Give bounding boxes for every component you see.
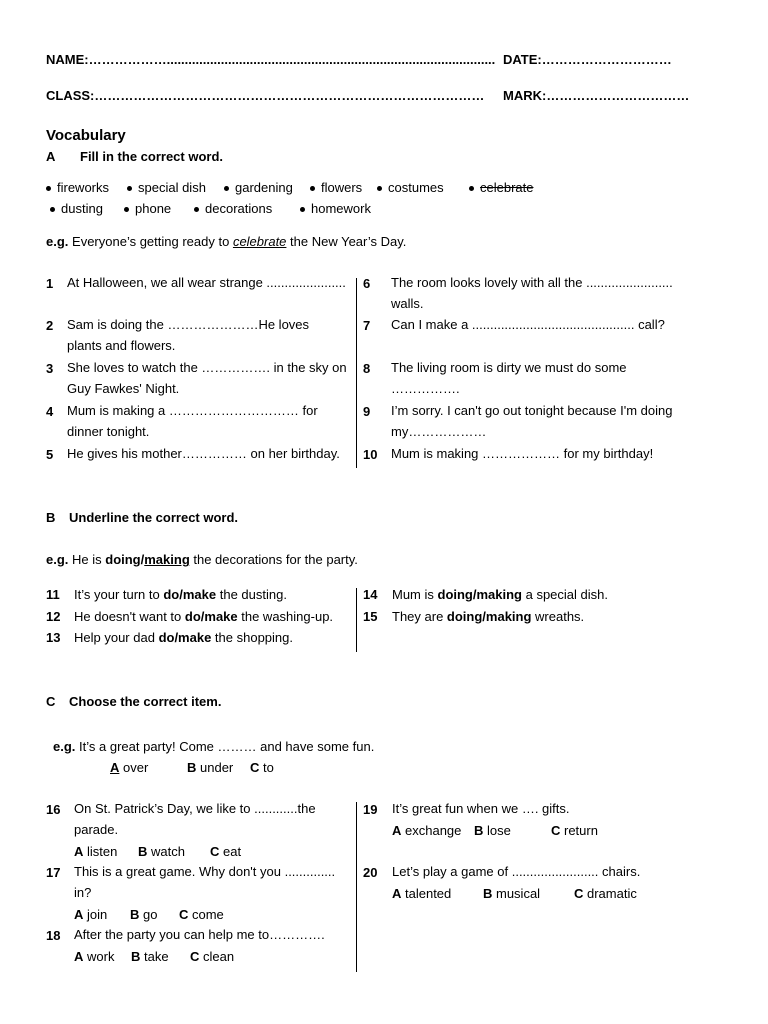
item-text: Mum is doing/making a special dish. — [392, 587, 608, 602]
date-field: DATE:………………………… — [503, 52, 672, 67]
item-text: He gives his mother…………… on her birthday. — [67, 446, 340, 461]
word-fireworks: fireworks — [46, 180, 109, 195]
column-divider — [356, 802, 357, 972]
mark-field: MARK:…………………………… — [503, 88, 690, 103]
column-divider — [356, 278, 357, 468]
item-text: Help your dad do/make the shopping. — [74, 630, 293, 645]
word-dusting: dusting — [50, 201, 103, 216]
bullet-icon — [469, 186, 474, 191]
section-c-example: e.g. It’s a great party! Come ……… and have some fun. — [53, 739, 375, 754]
section-b-example: e.g. He is doing/making the decorations for the party. — [46, 552, 358, 567]
item-number: 2 — [46, 318, 54, 333]
item-number: 10 — [363, 447, 378, 462]
item-number: 12 — [46, 609, 61, 624]
item-number: 13 — [46, 630, 61, 645]
item-text: Mum is making a ………………………… for dinner tonight. — [67, 403, 318, 439]
word-gardening: gardening — [224, 180, 293, 195]
item-number: 9 — [363, 404, 371, 419]
word-homework: homework — [300, 201, 371, 216]
bullet-icon — [127, 186, 132, 191]
option-a: A exchange — [392, 823, 462, 838]
bullet-icon — [377, 186, 382, 191]
item-number: 15 — [363, 609, 378, 624]
bullet-icon — [46, 186, 51, 191]
option-b: B musical — [483, 886, 541, 901]
bullet-icon — [310, 186, 315, 191]
word-decorations: decorations — [194, 201, 272, 216]
word-flowers: flowers — [310, 180, 362, 195]
section-c-letter: C — [46, 694, 56, 709]
item-text: Let’s play a game of ........................ chairs. — [392, 864, 641, 879]
option-b: B go — [130, 907, 158, 922]
section-a-letter: A — [46, 149, 56, 164]
item-text: Sam is doing the …………………He loves plants and flowers. — [67, 317, 310, 353]
bullet-icon — [50, 207, 55, 212]
item-text: He doesn't want to do/make the washing-up. — [74, 609, 334, 624]
item-text: They are doing/making wreaths. — [392, 609, 585, 624]
option-b: B take — [131, 949, 169, 964]
bullet-icon — [194, 207, 199, 212]
item-text: She loves to watch the ……………. in the sky on Guy Fawkes' Night. — [67, 360, 347, 396]
item-number: 14 — [363, 587, 378, 602]
option-a: A listen — [74, 844, 118, 859]
option-c: C come — [179, 907, 224, 922]
option-c: C return — [551, 823, 598, 838]
example-option-a: A over — [110, 760, 149, 775]
bullet-icon — [124, 207, 129, 212]
section-b-instruction: Underline the correct word. — [69, 510, 239, 525]
option-c: C eat — [210, 844, 242, 859]
item-text: It’s great fun when we …. gifts. — [392, 801, 570, 816]
option-b: B watch — [138, 844, 185, 859]
bullet-icon — [224, 186, 229, 191]
section-c-instruction: Choose the correct item. — [69, 694, 222, 709]
option-b: B lose — [474, 823, 511, 838]
item-number: 18 — [46, 928, 61, 943]
item-text: The room looks lovely with all the ........................ walls. — [391, 275, 673, 311]
word-phone: phone — [124, 201, 171, 216]
bullet-icon — [300, 207, 305, 212]
item-number: 16 — [46, 802, 61, 817]
section-a-instruction: Fill in the correct word. — [80, 149, 224, 164]
option-c: C dramatic — [574, 886, 637, 901]
vocabulary-title: Vocabulary — [46, 127, 126, 144]
item-text: Mum is making ……………… for my birthday! — [391, 446, 654, 461]
item-number: 4 — [46, 404, 54, 419]
item-number: 20 — [363, 865, 378, 880]
section-b-letter: B — [46, 510, 56, 525]
item-text: I’m sorry. I can't go out tonight because I'm doing my……………… — [391, 403, 673, 439]
item-text: On St. Patrick’s Day, we like to ............the parade. — [74, 801, 316, 837]
option-a: A talented — [392, 886, 452, 901]
word-costumes: costumes — [377, 180, 444, 195]
item-text: The living room is dirty we must do some ……………. — [391, 360, 627, 396]
item-number: 6 — [363, 276, 371, 291]
option-c: C clean — [190, 949, 235, 964]
option-a: A join — [74, 907, 108, 922]
example-option-b: B under — [187, 760, 234, 775]
item-number: 7 — [363, 318, 371, 333]
item-text: Can I make a ............................................. call? — [391, 317, 665, 332]
item-number: 17 — [46, 865, 61, 880]
item-number: 3 — [46, 361, 54, 376]
item-number: 19 — [363, 802, 378, 817]
item-text: It’s your turn to do/make the dusting. — [74, 587, 287, 602]
item-number: 11 — [46, 587, 60, 602]
name-field: NAME:………………........................................................................................... — [46, 52, 496, 67]
section-a-example: e.g. Everyone’s getting ready to celebrate the New Year’s Day. — [46, 234, 407, 249]
item-number: 1 — [46, 276, 54, 291]
item-text: After the party you can help me to…………. — [74, 927, 325, 942]
class-field: CLASS:……………………………………………………………………………… — [46, 88, 485, 103]
item-text: At Halloween, we all wear strange ...................... — [67, 275, 346, 290]
item-text: This is a great game. Why don't you .............. in? — [74, 864, 336, 900]
item-number: 8 — [363, 361, 371, 376]
word-celebrate-crossed: celebrate — [469, 180, 533, 195]
example-option-c: C to — [250, 760, 274, 775]
option-a: A work — [74, 949, 115, 964]
word-special-dish: special dish — [127, 180, 206, 195]
column-divider — [356, 588, 357, 652]
item-number: 5 — [46, 447, 54, 462]
